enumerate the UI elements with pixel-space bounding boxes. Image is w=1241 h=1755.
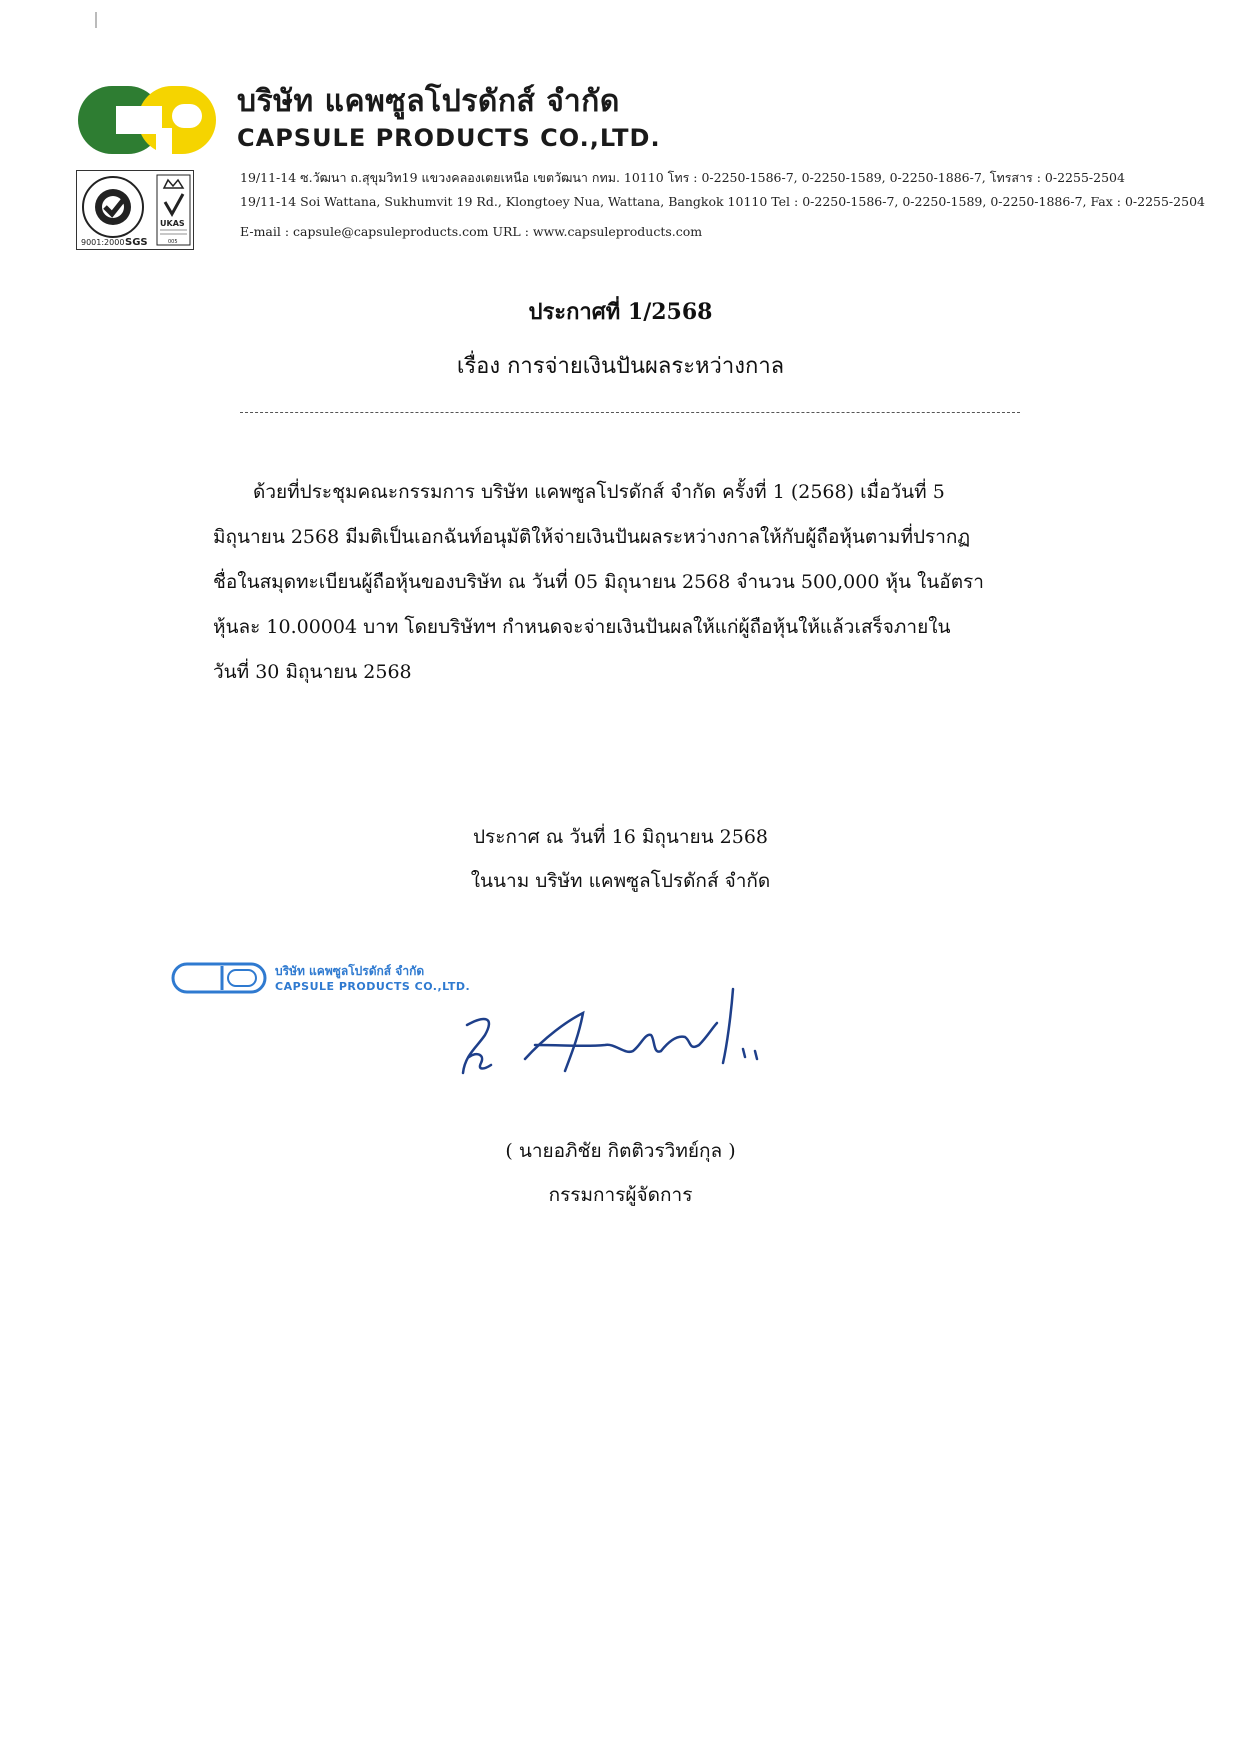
body-line: ด้วยที่ประชุมคณะกรรมการ บริษัท แคพซูลโปรดักส์ จำกัด ครั้งที่ 1 (2568) เมื่อวันที่ 5 — [253, 481, 945, 503]
signatory-position: กรรมการผู้จัดการ — [548, 1184, 693, 1206]
svg-text:9001:2000: 9001:2000 — [81, 238, 125, 247]
svg-text:SGS: SGS — [125, 237, 148, 247]
body-line: หุ้นละ 10.00004 บาท โดยบริษัทฯ กำหนดจะจ่ายเงินปันผลให้แก่ผู้ถือหุ้นให้แล้วเสร็จภายใน — [213, 616, 951, 638]
dashed-divider — [240, 412, 1020, 413]
handwritten-signature — [455, 985, 775, 1100]
announcement-date: ประกาศ ณ วันที่ 16 มิถุนายน 2568 — [472, 826, 769, 848]
certification-badges — [76, 170, 194, 250]
stamp-company-en: CAPSULE PRODUCTS CO.,LTD. — [275, 980, 471, 993]
company-logo — [76, 84, 218, 156]
announcement-body — [213, 470, 1048, 695]
scan-mark — [95, 12, 97, 28]
address-english: 19/11-14 Soi Wattana, Sukhumvit 19 Rd., Klongtoey Nua, Wattana, Bangkok 10110 Tel : 0-2250-1586-7, 0-2250-1589, 0-2250-1886-7, Fax : 0-2255-2504 — [240, 194, 1205, 209]
signatory-name: ( นายอภิชัย กิตติวรวิทย์กุล ) — [505, 1140, 736, 1162]
company-name-en: CAPSULE PRODUCTS CO.,LTD. — [237, 124, 661, 152]
company-name-th: บริษัท แคพซูลโปรดักส์ จำกัด — [237, 84, 620, 119]
body-line: ชื่อในสมุดทะเบียนผู้ถือหุ้นของบริษัท ณ วันที่ 05 มิถุนายน 2568 จำนวน 500,000 หุ้น ในอัตรา — [213, 571, 984, 593]
body-line: วันที่ 30 มิถุนายน 2568 — [213, 661, 412, 683]
announcement-number: ประกาศที่ 1/2568 — [528, 299, 713, 325]
contact-line: E-mail : capsule@capsuleproducts.com URL : www.capsuleproducts.com — [240, 224, 703, 239]
stamp-company-th: บริษัท แคพซูลโปรดักส์ จำกัด — [275, 964, 425, 978]
svg-text:UKAS: UKAS — [160, 219, 185, 228]
ukas-crown-icon — [156, 174, 191, 246]
logo-p-stem-gap — [156, 128, 172, 154]
body-line: มิถุนายน 2568 มีมติเป็นเอกฉันท์อนุมัติให้จ่ายเงินปันผลระหว่างกาลให้กับผู้ถือหุ้นตามที่ปรากฏ — [213, 526, 971, 548]
svg-text:005: 005 — [168, 239, 178, 245]
on-behalf-line: ในนาม บริษัท แคพซูลโปรดักส์ จำกัด — [470, 870, 771, 892]
logo-p-cutout — [172, 104, 202, 128]
announcement-subject: เรื่อง การจ่ายเงินปันผลระหว่างกาล — [456, 354, 785, 379]
logo-c-cutout — [116, 106, 162, 134]
sgs-certification-icon — [79, 173, 149, 247]
address-thai: 19/11-14 ซ.วัฒนา ถ.สุขุมวิท19 แขวงคลองเตยเหนือ เขตวัฒนา กทม. 10110 โทร : 0-2250-1586-7, 0-2250-1589, 0-2250-1886-7, โทรสาร : 0-2255-2504 — [240, 170, 1125, 185]
